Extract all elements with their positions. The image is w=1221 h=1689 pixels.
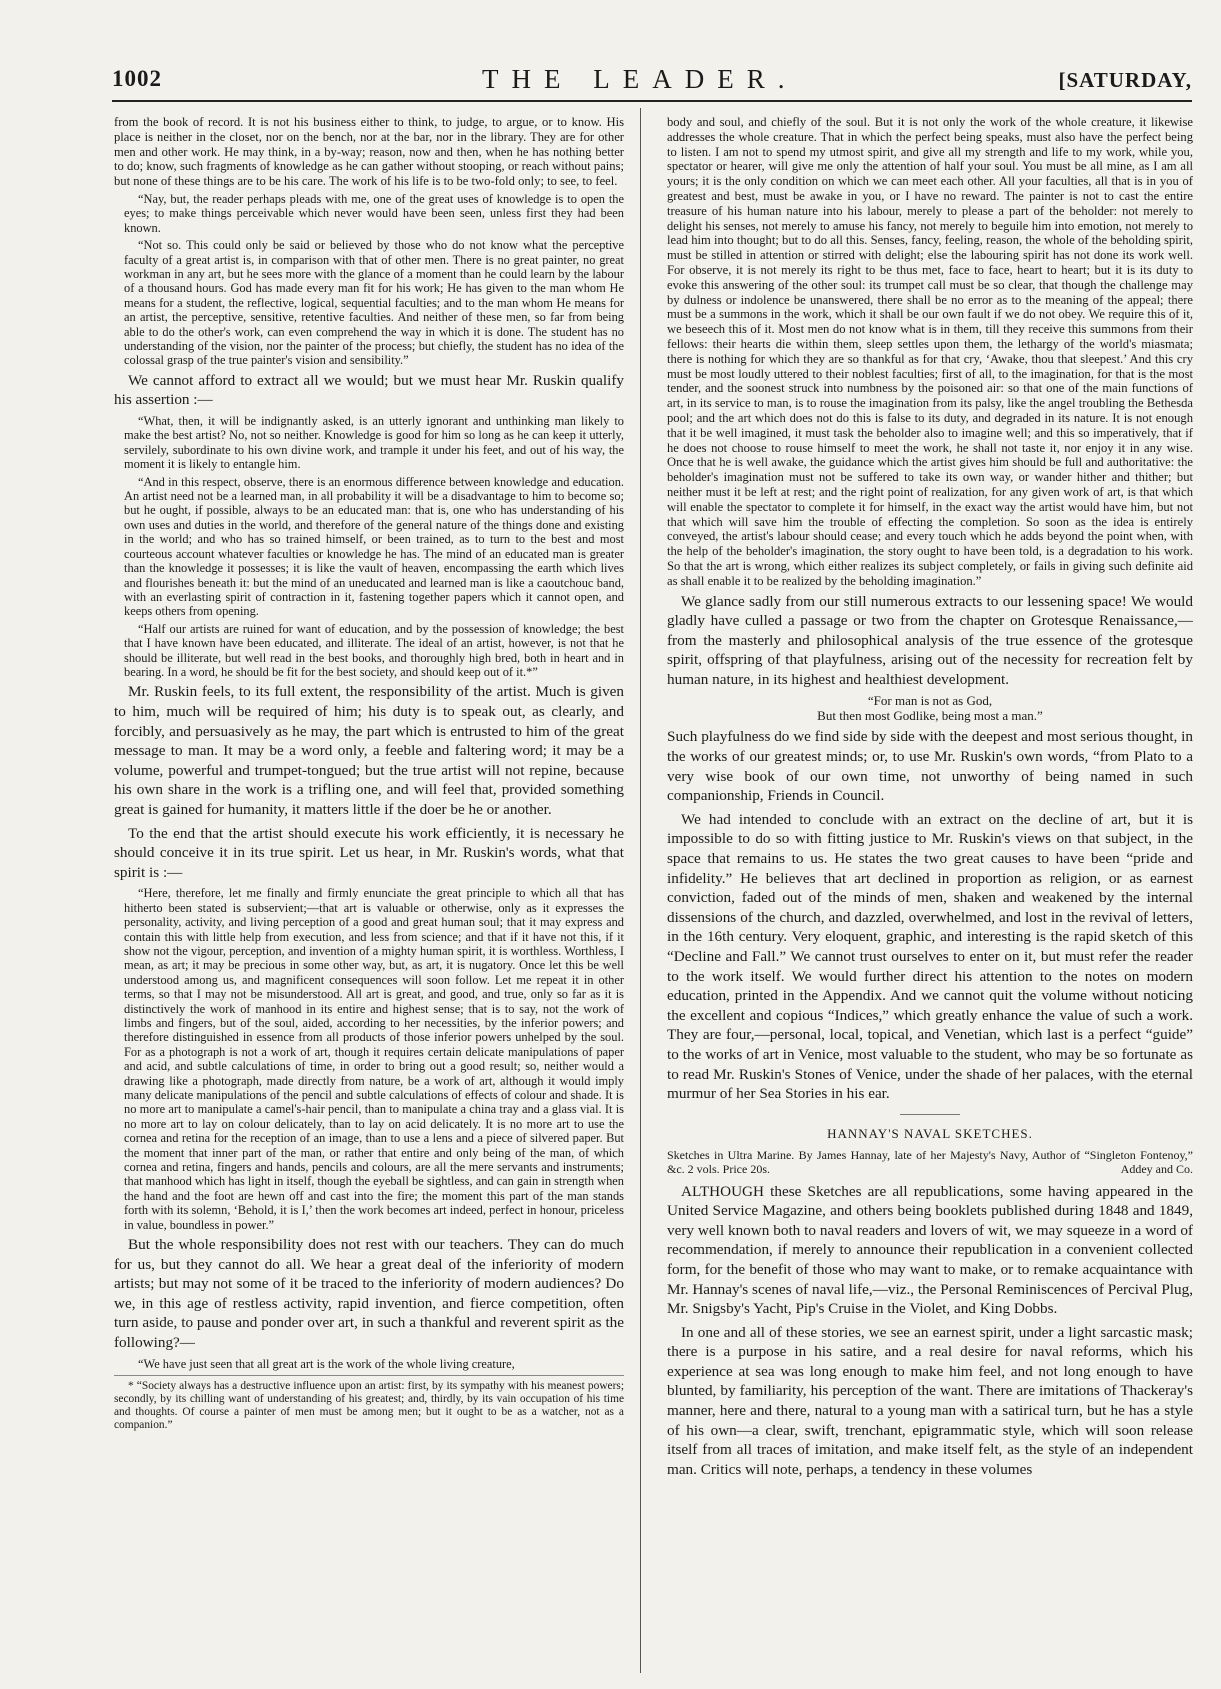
paragraph: In one and all of these stories, we see an earnest spirit, under a light sarcastic mask; there is a purpose in his satire, and a real desire for naval reforms, which his experience at sea was long enough to make him feel, and not long enough to have blunted, by familiarity, his perception of the want. There are imitations of Thackeray's manner, here and there, natural to a young man with a satirical turn, but he has a style of his own—a clear, swift, trenchant, epigrammatic style, which will soon release itself from all traces of imitation, and make itself felt, as the style of an independent man. Critics will note, perhaps, a tendency in these volumes	[667, 1323, 1193, 1478]
quote-paragraph: body and soul, and chiefly of the soul. But it is not only the work of the whole creature, it likewise addresses the whole creature. That in which the perfect being speaks, must also have the perfect being to listen. I am not to spend my utmost spirit, and give all my strength and life to my work, while you, spectator or hearer, will give me only the attention of half your soul. You must be all mine, as I am all yours; it is the only condition on which we can meet each other. All your faculties, all that is in you of greatest and best, must be awake in you, or I have no reward. The painter is not to cast the entire treasure of his human nature into his labour, merely to please a part of the beholder: not merely to delight his senses, not merely to amuse his fancy, not merely to beguile him into emotion, not merely to lead him into thought; but to do all this. Senses, fancy, feeling, reason, the whole of the beholding spirit, must be stilled in attention or stirred with delight; else the labouring spirit has not done its work well. For observe, it is not merely its right to be thus met, face to face, heart to heart; but it is its duty to evoke this answering of the other soul: its trumpet call must be so clear, that though the challenge may by dulness or indolence be unanswered, there shall be no error as to the meaning of the appeal; there must be a summons in the work, which it shall be our own fault if we do not obey. We require this of it, we beseech this of it. Most men do not know what is in them, till they receive this summons from their fellows: their hearts die within them, sleep settles upon them, the lethargy of the world's miasmata; there is nothing for which they are so thankful as for that cry, ‘Awake, thou that sleepest.’ And this cry must be most loudly uttered to their noblest faculties; first of all, to the imagination, for that is the most tender, and the soonest struck into numbness by the poisoned air: so that one of the main functions of art, in its service to man, is to rouse the imagination from its palsy, like the angel troubling the Bethesda pool; and the art which does not do this is false to its duty, and degraded in its nature. It is not enough that it be well imagined, it must task the beholder also to imagine well; and this so imperatively, that if he does not choose to rouse himself to meet the work, he shall not taste it, nor enjoy it in any wise. Once that he is well awake, the guidance which the artist gives him should be full and authoritative: the beholder's imagination must not be suffered to take its own way, or wander hither and thither; but neither must it be left at rest; and the right point of realization, for any given work of art, is that which will enable the spectator to complete it for himself, in the exact way the artist would have him, but not that which will save him the trouble of effecting the completion. So soon as the idea is entirely conveyed, the artist's labour should cease; and every touch which he adds beyond the point when, with the help of the beholder's imagination, the story ought to have been told, is a degradation to his work. So that the art is wrong, which either realizes its subject completely, or fails in giving such definite aid as shall enable it to be realized by the beholding imagination.”	[667, 115, 1193, 588]
section-divider	[900, 1114, 960, 1115]
verse-line: “For man is not as God,	[867, 693, 993, 709]
citation-text: Sketches in Ultra Marine. By James Hannay, late of her Majesty's Navy, Author of “Singleton Fontenoy,” &c. 2 vols. Price 20s.	[667, 1147, 1193, 1176]
paragraph: We cannot afford to extract all we would; but we must hear Mr. Ruskin qualify his assertion :—	[114, 371, 624, 409]
page-header	[112, 66, 1192, 102]
paragraph: To the end that the artist should execute his work efficiently, it is necessary he should conceive it in its true spirit. Let us hear, in Mr. Ruskin's words, what that spirit is :—	[114, 824, 624, 881]
page-number: 1002	[112, 66, 162, 91]
paragraph: Such playfulness do we find side by side with the deepest and most serious thought, in the works of our greatest minds; or, to use Mr. Ruskin's own words, “from Plato to a very wise book of our own time, not unworthy of being named in such companionship, Friends in Council.	[667, 728, 1193, 805]
book-citation	[667, 1148, 1193, 1176]
header-day: [SATURDAY,	[1058, 68, 1192, 92]
quote-paragraph: “Not so. This could only be said or believed by those who do not know what the perceptive faculty of a great artist is, in comparison with that of other men. There is no great painter, no great workman in any art, but he sees more with the glance of a moment than he could learn by the labour of a thousand hours. God has made every man fit for his work; He has given to the man whom He means for a student, the reflective, logical, sequential faculties; and to the man whom He means for an artist, the perceptive, sensitive, retentive faculties. And neither of these men, so far from being able to do the other's work, can even comprehend the way in which it is done. The student has no understanding of the vision, nor the painter of the process; but chiefly, the student has no idea of the colossal grasp of the true painter's vision and sensibility.”	[124, 238, 624, 368]
publisher: Addey and Co.	[1120, 1161, 1193, 1176]
paragraph: from the book of record. It is not his business either to think, to judge, to argue, or to know. His place is neither in the closet, nor on the bench, nor at the bar, nor in the library. They are for other men and other work. He may think, in a by-way; reason, now and then, when he has nothing better to do; know, such fragments of knowledge as he can gather without stooping, or reach without pains; but none of these things are to be his care. The work of his life is to be two-fold only; to see, to feel.	[114, 115, 624, 189]
right-column	[667, 115, 1193, 1675]
verse	[667, 693, 1193, 723]
paragraph: We had intended to conclude with an extract on the decline of art, but it is impossible to do so with fitting justice to Mr. Ruskin's views on that subject, in the space that remains to us. He states the two great causes to have been “pride and infidelity.” He believes that art declined in proportion as religion, or as earnest conviction, faded out of the minds of men, shaken and weakened by the internal dissensions of the church, and dazzled, overwhelmed, and lost in the revival of letters, in the 16th century. Very eloquent, graphic, and interesting is the rapid sketch of this “Decline and Fall.” We cannot trust ourselves to enter on it, but must refer the reader to the work itself. We would further direct his attention to the notes on modern education, printed in the Appendix. And we cannot quit the volume without noticing the excellent and copious “Indices,” which greatly enhance the value of such a work. They are four,—personal, local, topical, and Venetian, which last is a perfect “guide” to the works of art in Venice, most valuable to the student, who may be so fortunate as to read Mr. Ruskin's Stones of Venice, under the shade of her palaces, with the eternal murmur of her Sea Stories in his ear.	[667, 810, 1193, 1103]
section-title: HANNAY'S NAVAL SKETCHES.	[827, 1125, 1033, 1141]
column-rule	[640, 108, 641, 1673]
paragraph: Mr. Ruskin feels, to its full extent, the responsibility of the artist. Much is given to him, much will be required of him; his duty is to speak out, as clearly, and forcibly, and persuasively as he may, the part which is entrusted to him of the great message to man. It may be a word only, a feeble and faltering word; it may be a volume, powerful and trumpet-tongued; but the true artist will not repine, because his own share in the work is a trifling one, and will feel that, provided something great is gained for humanity, it matters little if the doer be he or another.	[114, 683, 624, 818]
paragraph: But the whole responsibility does not rest with our teachers. They can do much for us, but they cannot do all. We hear a great deal of the inferiority of modern artists; but may not some of it be traced to the inferiority of modern audiences? Do we, in this age of restless activity, rapid invention, and fierce competition, often turn aside, to pause and ponder over art, in such a thankful and reverent spirit as the following?—	[114, 1236, 624, 1352]
quote-paragraph: “And in this respect, observe, there is an enormous difference between knowledge and education. An artist need not be a learned man, in all probability it will be a disadvantage to him to become so; but he ought, if possible, always to be an educated man: that is, one who has understanding of his own uses and duties in the world, and therefore of the general nature of the things done and existing in the world; and who has so trained himself, or been trained, as to turn to the best and most courteous account whatever faculties or knowledge he has. The mind of an educated man is greater than the knowledge it possesses; it is like the vault of heaven, encompassing the earth which lives and flourishes beneath it: but the mind of an uneducated and learned man is like a caoutchouc band, with an everlasting spirit of contraction in it, fastening together papers which it cannot open, and keeps others from opening.	[124, 474, 624, 619]
paragraph: We glance sadly from our still numerous extracts to our lessening space! We would gladly have culled a passage or two from the chapter on Grotesque Renaissance,—from the masterly and philosophical analysis of the true essence of the grotesque spirit, offspring of that playfulness, arising out of the necessity for recreation felt by human nature, in its highest and healthiest development.	[667, 592, 1193, 688]
quote-paragraph: “Here, therefore, let me finally and firmly enunciate the great principle to which all that has hitherto been stated is subservient;—that art is valuable or otherwise, only as it expresses the personality, activity, and living perception of a good and great human soul; that it may express and contain this with little help from execution, and less from science; and that if it have not this, if it show not the vigour, perception, and invention of a mighty human spirit, it is worthless. Worthless, I mean, as art; it may be precious in some other way, but, as art, it is nugatory. Once let this be well understood among us, and magnificent consequences will soon follow. Let me repeat it in other terms, so that I may not be misunderstood. All art is great, and good, and true, only so far as it is distinctively the work of manhood in its entire and highest sense; that is to say, not the work of limbs and fingers, but of the soul, aided, according to her necessities, by the inferior powers; and therefore distinguished in essence from all products of those inferior powers unhelped by the soul. For as a photograph is not a work of art, though it requires certain delicate manipulations of paper and acid, and subtle calculations of time, in order to bring out a good result; so, neither would a drawing like a photograph, made directly from nature, be a work of art, although it would imply many delicate manipulations of the pencil and subtle calculations of effects of colour and shade. It is no more art to manipulate a camel's-hair pencil, than to manipulate a china tray and a glass vial. It is no more art to lay on colour delicately, than to lay on acid delicately. It is no more art to use the cornea and retina for the reception of an image, than to use a lens and a piece of silvered paper. But the moment that inner part of the man, or rather that entire and only being of the man, of which cornea and retina, fingers and hands, pencils and colours, are all the mere servants and instruments; that manhood which has light in itself, though the eyeball be sightless, and can gain in strength when the hand and the foot are hewn off and cast into the fire; the moment this part of the man stands forth with its solemn, ‘Behold, it is I,’ then the work becomes art indeed, perfect in honour, priceless in value, boundless in power.”	[124, 886, 624, 1232]
footnote: * “Society always has a destructive influence upon an artist: first, by its sympathy with his meanest powers; secondly, by its chilling want of understanding of his greatest; and, thirdly, by its vain occupation of his time and thoughts. Of course a painter of men must be among men; but it ought to be as a watcher, not as a companion.”	[114, 1375, 624, 1432]
verse-line: But then most Godlike, being most a man.”	[817, 708, 1043, 724]
quote-paragraph: “Half our artists are ruined for want of education, and by the possession of knowledge; the best that I have known have been educated, and illiterate. The ideal of an artist, however, is not that he should be illiterate, but well read in the best books, and thoroughly high bred, both in heart and in bearing. In a word, he should be fit for the best society, and should keep out of it.*”	[124, 621, 624, 679]
quote-paragraph: “Nay, but, the reader perhaps pleads with me, one of the great uses of knowledge is to open the eyes; to make things perceivable which never would have been seen, unless first they had been known.	[124, 191, 624, 235]
paragraph: ALTHOUGH these Sketches are all republications, some having appeared in the United Service Magazine, and others being booklets published during 1848 and 1849, very well known both to naval readers and lovers of wit, we may squeeze in a word of recommendation, if merely to announce their republication in a convenient collected form, for the benefit of those who may want to make, or to remake acquaintance with Mr. Hannay's scenes of naval life,—viz., the Personal Reminiscences of Percival Plug, Mr. Snigsby's Yacht, Pip's Cruise in the Violet, and King Dobbs.	[667, 1182, 1193, 1318]
quote-paragraph: “We have just seen that all great art is the work of the whole living creature,	[138, 1356, 515, 1371]
quote-paragraph: “What, then, it will be indignantly asked, is an utterly ignorant and unthinking man likely to make the best artist? No, not so neither. Knowledge is good for him so long as he can keep it utterly, servilely, subordinate to his own divine work, and trample it under his feet, and out of his way, the moment it is likely to entangle him.	[124, 414, 624, 472]
masthead: THE LEADER.	[482, 64, 798, 94]
left-column	[114, 115, 624, 1675]
